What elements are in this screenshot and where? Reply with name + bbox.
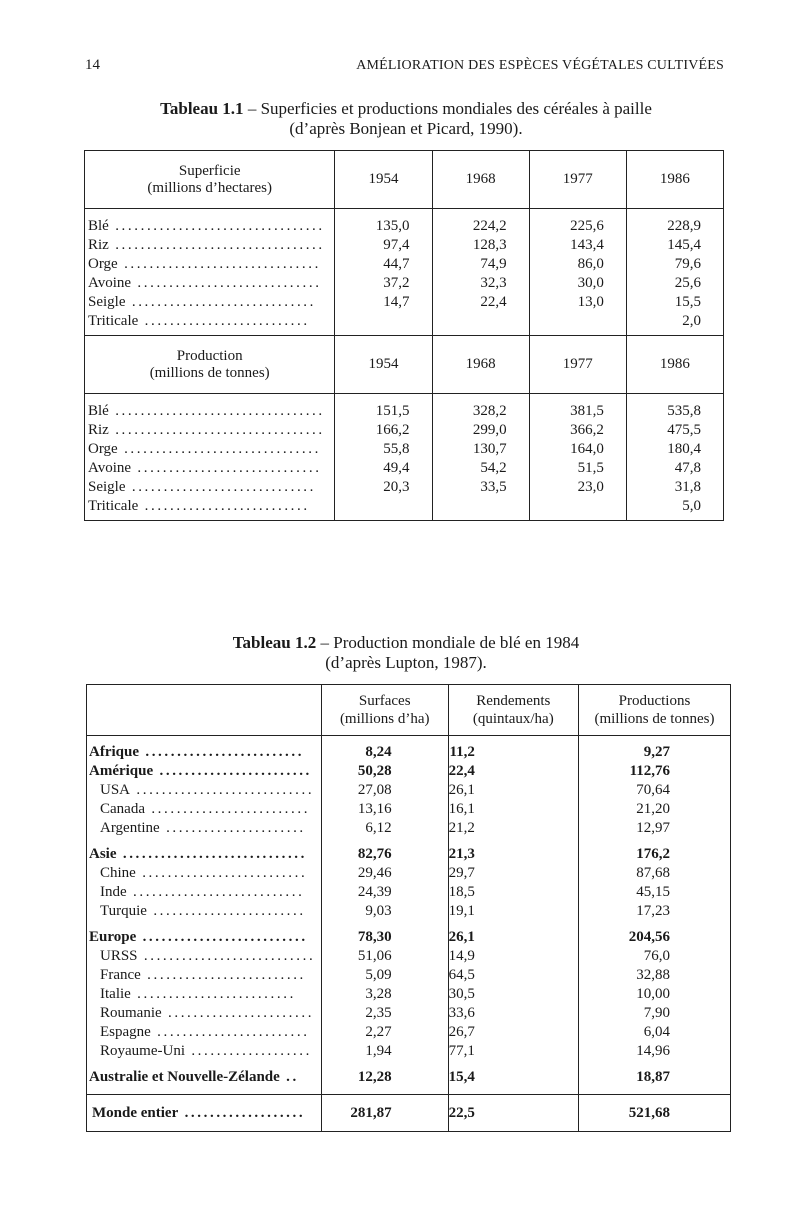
value-cell: 15,5 <box>626 293 723 312</box>
value-cell: 145,4 <box>626 236 723 255</box>
row-label <box>85 255 335 274</box>
row-label <box>87 762 322 781</box>
leader-dots: ............................. <box>116 846 307 862</box>
table1-caption-label: Tableau 1.1 <box>160 99 244 118</box>
value-cell: 204,56 <box>578 928 730 947</box>
value-cell: 64,5 <box>448 966 578 985</box>
header-line: (millions d’hectares) <box>147 179 272 196</box>
country-row <box>87 1004 731 1023</box>
region-name: USA <box>100 782 131 798</box>
leader-dots: ............................... <box>117 441 321 457</box>
region-name: France <box>100 967 141 983</box>
value-cell: 130,7 <box>432 440 529 459</box>
table-row <box>85 312 724 336</box>
region-name: Royaume-Uni <box>100 1043 185 1059</box>
value-cell: 15,4 <box>448 1068 578 1087</box>
value-cell: 535,8 <box>626 402 723 421</box>
row-label <box>85 402 335 421</box>
value-cell: 27,08 <box>321 781 448 800</box>
row-label <box>85 217 335 236</box>
row-label <box>85 440 335 459</box>
value-cell: 6,04 <box>578 1023 730 1042</box>
value-cell: 128,3 <box>432 236 529 255</box>
region-name: Afrique <box>89 744 139 760</box>
country-row <box>87 781 731 800</box>
value-cell: 23,0 <box>529 478 626 497</box>
crop-name: Seigle <box>88 479 126 495</box>
region-name: Europe <box>89 929 137 945</box>
spacer-cell <box>321 1061 448 1068</box>
value-cell: 228,9 <box>626 217 723 236</box>
spacer-row <box>85 394 724 403</box>
table-row <box>85 293 724 312</box>
row-label <box>87 1068 322 1087</box>
value-cell: 9,03 <box>321 902 448 921</box>
value-cell: 22,4 <box>448 762 578 781</box>
leader-dots: ............................ <box>130 782 315 798</box>
value-cell: 29,46 <box>321 864 448 883</box>
value-cell: 18,87 <box>578 1068 730 1087</box>
leader-dots: ........................ <box>150 1024 310 1040</box>
value-cell: 82,76 <box>321 845 448 864</box>
table2 <box>86 684 731 1132</box>
header-line: (millions de tonnes) <box>149 364 270 381</box>
country-row <box>87 800 731 819</box>
region-name: Asie <box>89 846 117 862</box>
value-cell: 2,27 <box>321 1023 448 1042</box>
header-line: (millions d’ha) <box>339 711 430 727</box>
value-cell: 26,1 <box>448 781 578 800</box>
value-cell: 76,0 <box>578 947 730 966</box>
value-cell: 30,5 <box>448 985 578 1004</box>
value-cell: 366,2 <box>529 421 626 440</box>
value-cell: 74,9 <box>432 255 529 274</box>
row-label <box>85 236 335 255</box>
value-cell: 2,0 <box>626 312 723 336</box>
region-row <box>87 928 731 947</box>
country-row <box>87 902 731 921</box>
value-cell: 21,3 <box>448 845 578 864</box>
spacer-row <box>87 921 731 928</box>
leader-dots: ......................... <box>144 801 311 817</box>
value-cell: 9,27 <box>578 743 730 762</box>
leader-dots: ........................ <box>153 763 312 779</box>
value-cell: 45,15 <box>578 883 730 902</box>
row-label <box>87 743 322 762</box>
crop-name: Triticale <box>88 313 139 329</box>
spacer-cell <box>85 209 335 218</box>
value-cell: 25,6 <box>626 274 723 293</box>
value-cell: 11,2 <box>448 743 578 762</box>
region-name: URSS <box>100 948 138 964</box>
spacer-cell <box>448 838 578 845</box>
table2-caption-label: Tableau 1.2 <box>232 633 317 652</box>
country-row <box>87 883 731 902</box>
header-line: Rendements <box>476 693 551 709</box>
value-cell: 26,7 <box>448 1023 578 1042</box>
region-name: Australie et Nouvelle-Zélande <box>89 1069 280 1085</box>
spacer-cell <box>87 736 322 744</box>
spacer-cell <box>578 838 730 845</box>
value-cell: 2,35 <box>321 1004 448 1023</box>
leader-dots: ........................ <box>146 903 306 919</box>
spacer-row <box>85 209 724 218</box>
spacer-cell <box>321 921 448 928</box>
spacer-cell <box>321 736 448 744</box>
row-label <box>85 293 335 312</box>
value-cell: 30,0 <box>529 274 626 293</box>
value-cell: 31,8 <box>626 478 723 497</box>
value-cell: 20,3 <box>335 478 432 497</box>
spacer-cell <box>626 394 723 403</box>
value-cell: 12,97 <box>578 819 730 838</box>
table1-caption <box>0 99 800 139</box>
value-cell: 13,16 <box>321 800 448 819</box>
header-line: Surfaces <box>358 693 411 709</box>
year-header: 1954 <box>335 151 432 209</box>
value-cell: 3,28 <box>321 985 448 1004</box>
leader-dots: ............................. <box>125 479 316 495</box>
value-cell: 97,4 <box>335 236 432 255</box>
country-row <box>87 966 731 985</box>
spacer-row <box>87 1087 731 1095</box>
header-line: Production <box>176 347 243 364</box>
crop-name: Blé <box>88 403 109 419</box>
spacer-cell <box>87 921 322 928</box>
country-row <box>87 1042 731 1061</box>
value-cell: 281,87 <box>321 1095 448 1132</box>
spacer-cell <box>87 1061 322 1068</box>
leader-dots: .. <box>279 1069 299 1085</box>
value-cell: 5,0 <box>626 497 723 521</box>
value-cell: 33,5 <box>432 478 529 497</box>
value-cell <box>432 312 529 336</box>
table-row <box>85 497 724 521</box>
value-cell <box>432 497 529 521</box>
country-row <box>87 1023 731 1042</box>
value-cell: 12,28 <box>321 1068 448 1087</box>
year-header: 1977 <box>529 151 626 209</box>
spacer-cell <box>87 1087 322 1095</box>
value-cell: 51,5 <box>529 459 626 478</box>
country-row <box>87 985 731 1004</box>
value-cell: 14,7 <box>335 293 432 312</box>
row-label <box>87 966 322 985</box>
column-header <box>321 685 448 736</box>
year-header: 1986 <box>626 151 723 209</box>
value-cell: 8,24 <box>321 743 448 762</box>
leader-dots: ............................. <box>131 460 322 476</box>
value-cell: 54,2 <box>432 459 529 478</box>
spacer-cell <box>578 1087 730 1095</box>
table-row <box>85 440 724 459</box>
leader-dots: .......................... <box>138 313 310 329</box>
table1-superficie-header-row <box>85 151 724 209</box>
leader-dots: ................................. <box>108 422 325 438</box>
country-row <box>87 947 731 966</box>
row-label <box>87 1042 322 1061</box>
leader-dots: ......................... <box>140 967 306 983</box>
value-cell: 166,2 <box>335 421 432 440</box>
crop-name: Avoine <box>88 460 132 476</box>
value-cell: 29,7 <box>448 864 578 883</box>
row-label <box>87 883 322 902</box>
spacer-cell <box>529 209 626 218</box>
spacer-cell <box>578 736 730 744</box>
value-cell: 26,1 <box>448 928 578 947</box>
table-row <box>85 274 724 293</box>
table1-production-header-row <box>85 336 724 394</box>
value-cell: 176,2 <box>578 845 730 864</box>
spacer-cell <box>448 1087 578 1095</box>
table-row <box>85 459 724 478</box>
leader-dots: ................... <box>184 1043 312 1059</box>
region-name: Italie <box>100 986 131 1002</box>
table2-header-row <box>87 685 731 736</box>
spacer-cell <box>335 394 432 403</box>
value-cell <box>529 497 626 521</box>
empty-header <box>87 685 322 736</box>
value-cell: 79,6 <box>626 255 723 274</box>
leader-dots: .......................... <box>138 498 310 514</box>
value-cell: 78,30 <box>321 928 448 947</box>
row-label <box>87 985 322 1004</box>
country-row <box>87 819 731 838</box>
value-cell: 521,68 <box>578 1095 730 1132</box>
leader-dots: ........................... <box>137 948 316 964</box>
leader-dots: ................................. <box>108 403 325 419</box>
running-head: AMÉLIORATION DES ESPÈCES VÉGÉTALES CULTIVÉES <box>356 58 724 73</box>
leader-dots: ............................. <box>125 294 316 310</box>
value-cell <box>335 312 432 336</box>
region-name: Roumanie <box>100 1005 162 1021</box>
row-label <box>87 845 322 864</box>
spacer-cell <box>448 1061 578 1068</box>
leader-dots: ................................. <box>108 218 325 234</box>
value-cell: 22,4 <box>432 293 529 312</box>
column-header <box>448 685 578 736</box>
crop-name: Riz <box>88 422 109 438</box>
value-cell: 87,68 <box>578 864 730 883</box>
leader-dots: ....................... <box>161 1005 315 1021</box>
column-header <box>578 685 730 736</box>
leader-dots: ............................. <box>131 275 322 291</box>
leader-dots: ......................... <box>139 744 305 760</box>
spacer-cell <box>335 209 432 218</box>
row-label <box>85 421 335 440</box>
country-row <box>87 864 731 883</box>
row-label <box>87 819 322 838</box>
region-name: Chine <box>100 865 136 881</box>
value-cell: 33,6 <box>448 1004 578 1023</box>
leader-dots: .......................... <box>136 929 308 945</box>
value-cell: 44,7 <box>335 255 432 274</box>
region-name: Turquie <box>100 903 147 919</box>
spacer-cell <box>321 838 448 845</box>
row-label <box>85 312 335 336</box>
row-label <box>87 781 322 800</box>
crop-name: Blé <box>88 218 109 234</box>
value-cell: 32,3 <box>432 274 529 293</box>
region-name: Amérique <box>89 763 154 779</box>
crop-name: Orge <box>88 256 118 272</box>
leader-dots: .......................... <box>135 865 308 881</box>
header-line: (quintaux/ha) <box>472 711 554 727</box>
region-name: Canada <box>100 801 145 817</box>
value-cell <box>529 312 626 336</box>
row-label <box>85 459 335 478</box>
value-cell: 47,8 <box>626 459 723 478</box>
value-cell: 143,4 <box>529 236 626 255</box>
value-cell: 1,94 <box>321 1042 448 1061</box>
value-cell: 225,6 <box>529 217 626 236</box>
spacer-cell <box>578 921 730 928</box>
header-line: Superficie <box>178 162 241 179</box>
leader-dots: ............................... <box>117 256 321 272</box>
value-cell: 6,12 <box>321 819 448 838</box>
row-label <box>87 1095 322 1132</box>
year-header: 1968 <box>432 336 529 394</box>
value-cell: 16,1 <box>448 800 578 819</box>
spacer-cell <box>448 736 578 744</box>
spacer-cell <box>578 1061 730 1068</box>
value-cell: 328,2 <box>432 402 529 421</box>
value-cell: 19,1 <box>448 902 578 921</box>
year-header: 1977 <box>529 336 626 394</box>
spacer-cell <box>448 921 578 928</box>
value-cell: 14,9 <box>448 947 578 966</box>
spacer-row <box>87 1061 731 1068</box>
spacer-cell <box>529 394 626 403</box>
value-cell: 86,0 <box>529 255 626 274</box>
value-cell: 55,8 <box>335 440 432 459</box>
value-cell: 14,96 <box>578 1042 730 1061</box>
region-row <box>87 845 731 864</box>
year-header: 1968 <box>432 151 529 209</box>
table-row <box>85 217 724 236</box>
value-cell: 299,0 <box>432 421 529 440</box>
value-cell: 21,2 <box>448 819 578 838</box>
leader-dots: ........................... <box>126 884 305 900</box>
value-cell: 18,5 <box>448 883 578 902</box>
value-cell: 475,5 <box>626 421 723 440</box>
table1-caption-text: – Superficies et productions mondiales des céréales à paille <box>243 99 652 118</box>
value-cell: 22,5 <box>448 1095 578 1132</box>
value-cell: 51,06 <box>321 947 448 966</box>
spacer-cell <box>321 1087 448 1095</box>
row-label <box>87 902 322 921</box>
spacer-cell <box>432 209 529 218</box>
value-cell: 77,1 <box>448 1042 578 1061</box>
value-cell: 10,00 <box>578 985 730 1004</box>
table1 <box>84 150 724 521</box>
header-line: Productions <box>618 693 691 709</box>
value-cell: 164,0 <box>529 440 626 459</box>
row-label <box>87 928 322 947</box>
row-label <box>87 947 322 966</box>
leader-dots: ................... <box>178 1104 306 1121</box>
value-cell: 70,64 <box>578 781 730 800</box>
spacer-cell <box>626 209 723 218</box>
row-label <box>87 800 322 819</box>
region-name: Espagne <box>100 1024 151 1040</box>
year-header: 1954 <box>335 336 432 394</box>
table1-production-header <box>85 336 335 394</box>
row-label <box>87 864 322 883</box>
table-row <box>85 402 724 421</box>
value-cell: 151,5 <box>335 402 432 421</box>
spacer-row <box>87 838 731 845</box>
value-cell: 37,2 <box>335 274 432 293</box>
spacer-cell <box>85 394 335 403</box>
value-cell: 21,20 <box>578 800 730 819</box>
value-cell: 24,39 <box>321 883 448 902</box>
row-label <box>85 274 335 293</box>
value-cell: 180,4 <box>626 440 723 459</box>
value-cell: 17,23 <box>578 902 730 921</box>
value-cell: 112,76 <box>578 762 730 781</box>
table2-caption <box>0 633 800 673</box>
header-line: (millions de tonnes) <box>594 711 715 727</box>
crop-name: Triticale <box>88 498 139 514</box>
table2-caption-source: (d’après Lupton, 1987). <box>325 653 487 672</box>
value-cell: 381,5 <box>529 402 626 421</box>
crop-name: Seigle <box>88 294 126 310</box>
value-cell: 7,90 <box>578 1004 730 1023</box>
region-row <box>87 743 731 762</box>
row-label <box>85 497 335 521</box>
row-label <box>87 1004 322 1023</box>
leader-dots: ................................. <box>108 237 325 253</box>
value-cell: 224,2 <box>432 217 529 236</box>
value-cell: 135,0 <box>335 217 432 236</box>
crop-name: Riz <box>88 237 109 253</box>
value-cell: 50,28 <box>321 762 448 781</box>
spacer-row <box>87 736 731 744</box>
total-label: Monde entier <box>92 1104 179 1121</box>
value-cell <box>335 497 432 521</box>
row-label <box>85 478 335 497</box>
table1-caption-source: (d’après Bonjean et Picard, 1990). <box>289 119 523 138</box>
value-cell: 32,88 <box>578 966 730 985</box>
table-row <box>85 255 724 274</box>
value-cell: 13,0 <box>529 293 626 312</box>
leader-dots: ......................... <box>130 986 296 1002</box>
total-row <box>87 1095 731 1132</box>
region-name: Inde <box>100 884 127 900</box>
region-row <box>87 1068 731 1087</box>
table-row <box>85 236 724 255</box>
spacer-cell <box>432 394 529 403</box>
value-cell: 49,4 <box>335 459 432 478</box>
region-name: Argentine <box>100 820 160 836</box>
spacer-cell <box>87 838 322 845</box>
page-number: 14 <box>85 57 100 73</box>
table-row <box>85 421 724 440</box>
year-header: 1986 <box>626 336 723 394</box>
table-row <box>85 478 724 497</box>
region-row <box>87 762 731 781</box>
leader-dots: ...................... <box>159 820 306 836</box>
row-label <box>87 1023 322 1042</box>
crop-name: Avoine <box>88 275 132 291</box>
crop-name: Orge <box>88 441 118 457</box>
table1-superficie-header <box>85 151 335 209</box>
value-cell: 5,09 <box>321 966 448 985</box>
table2-caption-text: – Production mondiale de blé en 1984 <box>316 633 580 652</box>
